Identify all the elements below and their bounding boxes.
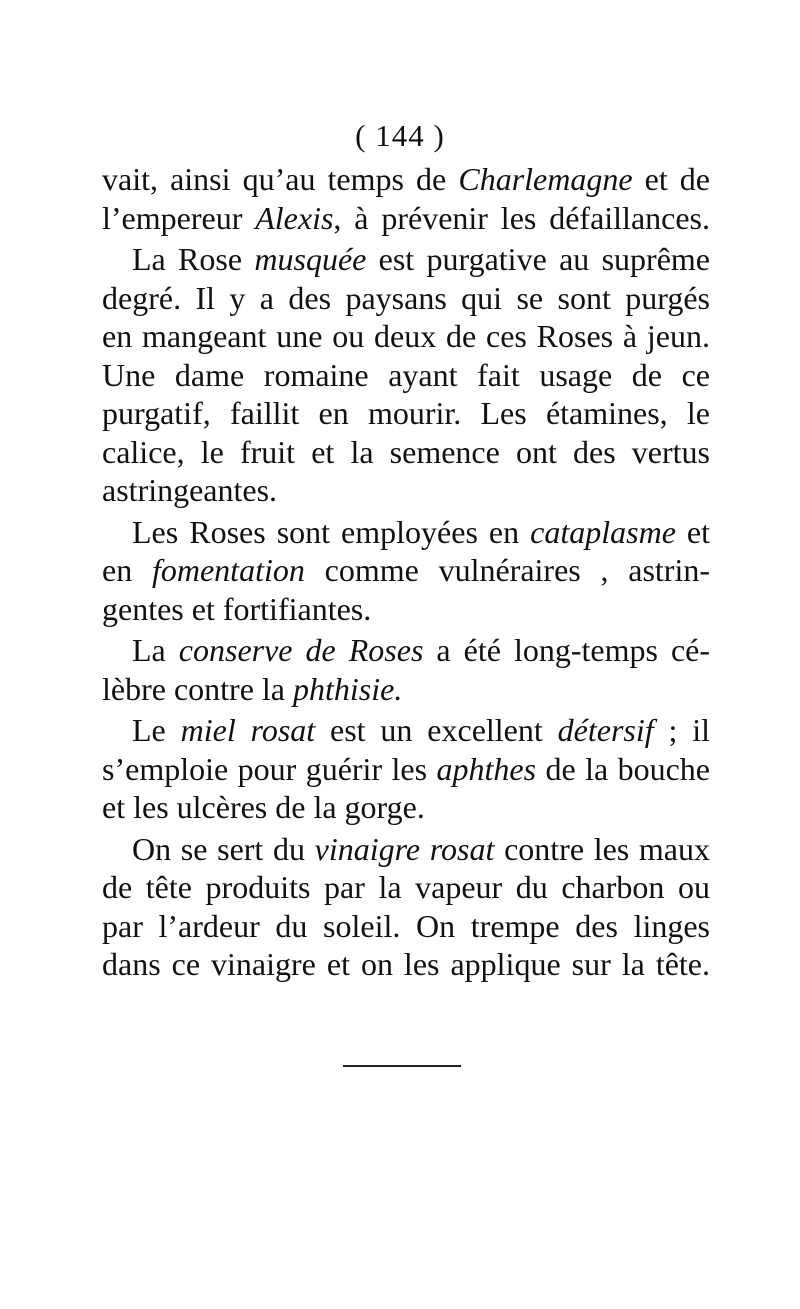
text-line: [102, 356, 710, 395]
text-line: [102, 394, 710, 433]
text-line: [102, 199, 710, 238]
text-run: est purgative au suprême: [366, 241, 711, 277]
text-run: purgatif, faillit en mourir. Les étamines, le: [102, 395, 710, 431]
text-line: [102, 160, 710, 199]
text-line: [102, 907, 710, 946]
text-run: La Rose: [132, 241, 255, 277]
text-run: a été long-temps cé-: [423, 632, 711, 668]
italic-text: vinaigre rosat: [314, 830, 495, 867]
italic-text: conserve de Roses: [178, 632, 424, 668]
text-line: [102, 868, 710, 907]
text-run: et: [675, 513, 711, 550]
text-line: [102, 279, 710, 318]
text-line: [102, 513, 710, 552]
text-line: [102, 670, 710, 709]
text-run: comme vulnéraires , astrin-: [304, 552, 710, 588]
end-rule: [343, 1065, 461, 1067]
text-run: en mangeant une ou deux de ces Roses à jeun.: [102, 318, 710, 354]
text-run: , à prévenir les défaillances.: [333, 199, 710, 236]
text-run: calice, le fruit et la semence ont des vertus: [102, 433, 710, 470]
text-line: [102, 471, 710, 510]
italic-text: miel rosat: [180, 712, 316, 748]
text-run: s’emploie pour guérir les: [102, 750, 437, 787]
text-line: [102, 317, 710, 356]
text-run: degré. Il y a des paysans qui se sont purgés: [102, 279, 710, 316]
italic-text: fomentation: [151, 552, 305, 588]
text-run: de tête produits par la vapeur du charbon ou: [102, 869, 710, 905]
italic-text: Charlemagne: [458, 161, 633, 197]
italic-text: aphthes: [436, 750, 537, 787]
text-run: contre les maux: [494, 830, 710, 867]
text-run: Les Roses sont employées en: [132, 513, 531, 550]
italic-text: phthisie.: [293, 670, 403, 707]
text-line: [102, 551, 710, 590]
text-line: [102, 711, 710, 750]
italic-text: cataplasme: [530, 513, 676, 550]
text-run: lèbre contre la: [102, 670, 293, 707]
text-run: gentes et fortifiantes.: [102, 590, 372, 627]
text-line: [102, 590, 710, 629]
text-run: de la bouche: [536, 750, 710, 787]
text-run: l’empereur: [102, 199, 256, 236]
text-run: ; il: [653, 712, 711, 748]
text-run: dans ce vinaigre et on les applique sur la tête.: [102, 946, 710, 982]
body-text: [102, 160, 710, 984]
text-run: La: [132, 632, 179, 668]
text-run: vait, ainsi qu’au temps de: [102, 161, 459, 197]
text-run: et de: [632, 161, 711, 197]
text-line: [102, 750, 710, 789]
text-run: et les ulcères de la gorge.: [102, 789, 425, 825]
text-run: par l’ardeur du soleil. On trempe des linges: [102, 907, 710, 944]
text-run: en: [102, 552, 152, 588]
page-number: ( 144 ): [355, 118, 445, 153]
text-line: [102, 945, 710, 984]
text-line: [102, 240, 710, 279]
italic-text: musquée: [254, 241, 367, 277]
text-line: [102, 788, 710, 827]
italic-text: détersif: [557, 712, 654, 748]
text-run: astringeantes.: [102, 472, 278, 508]
text-run: Le: [132, 712, 181, 748]
text-line: [102, 830, 710, 869]
text-run: Une dame romaine ayant fait usage de ce: [102, 356, 710, 393]
text-run: On se sert du: [132, 830, 315, 867]
text-run: est un excellent: [315, 712, 558, 748]
text-line: [102, 433, 710, 472]
text-line: [102, 631, 710, 670]
italic-text: Alexis: [255, 199, 334, 236]
